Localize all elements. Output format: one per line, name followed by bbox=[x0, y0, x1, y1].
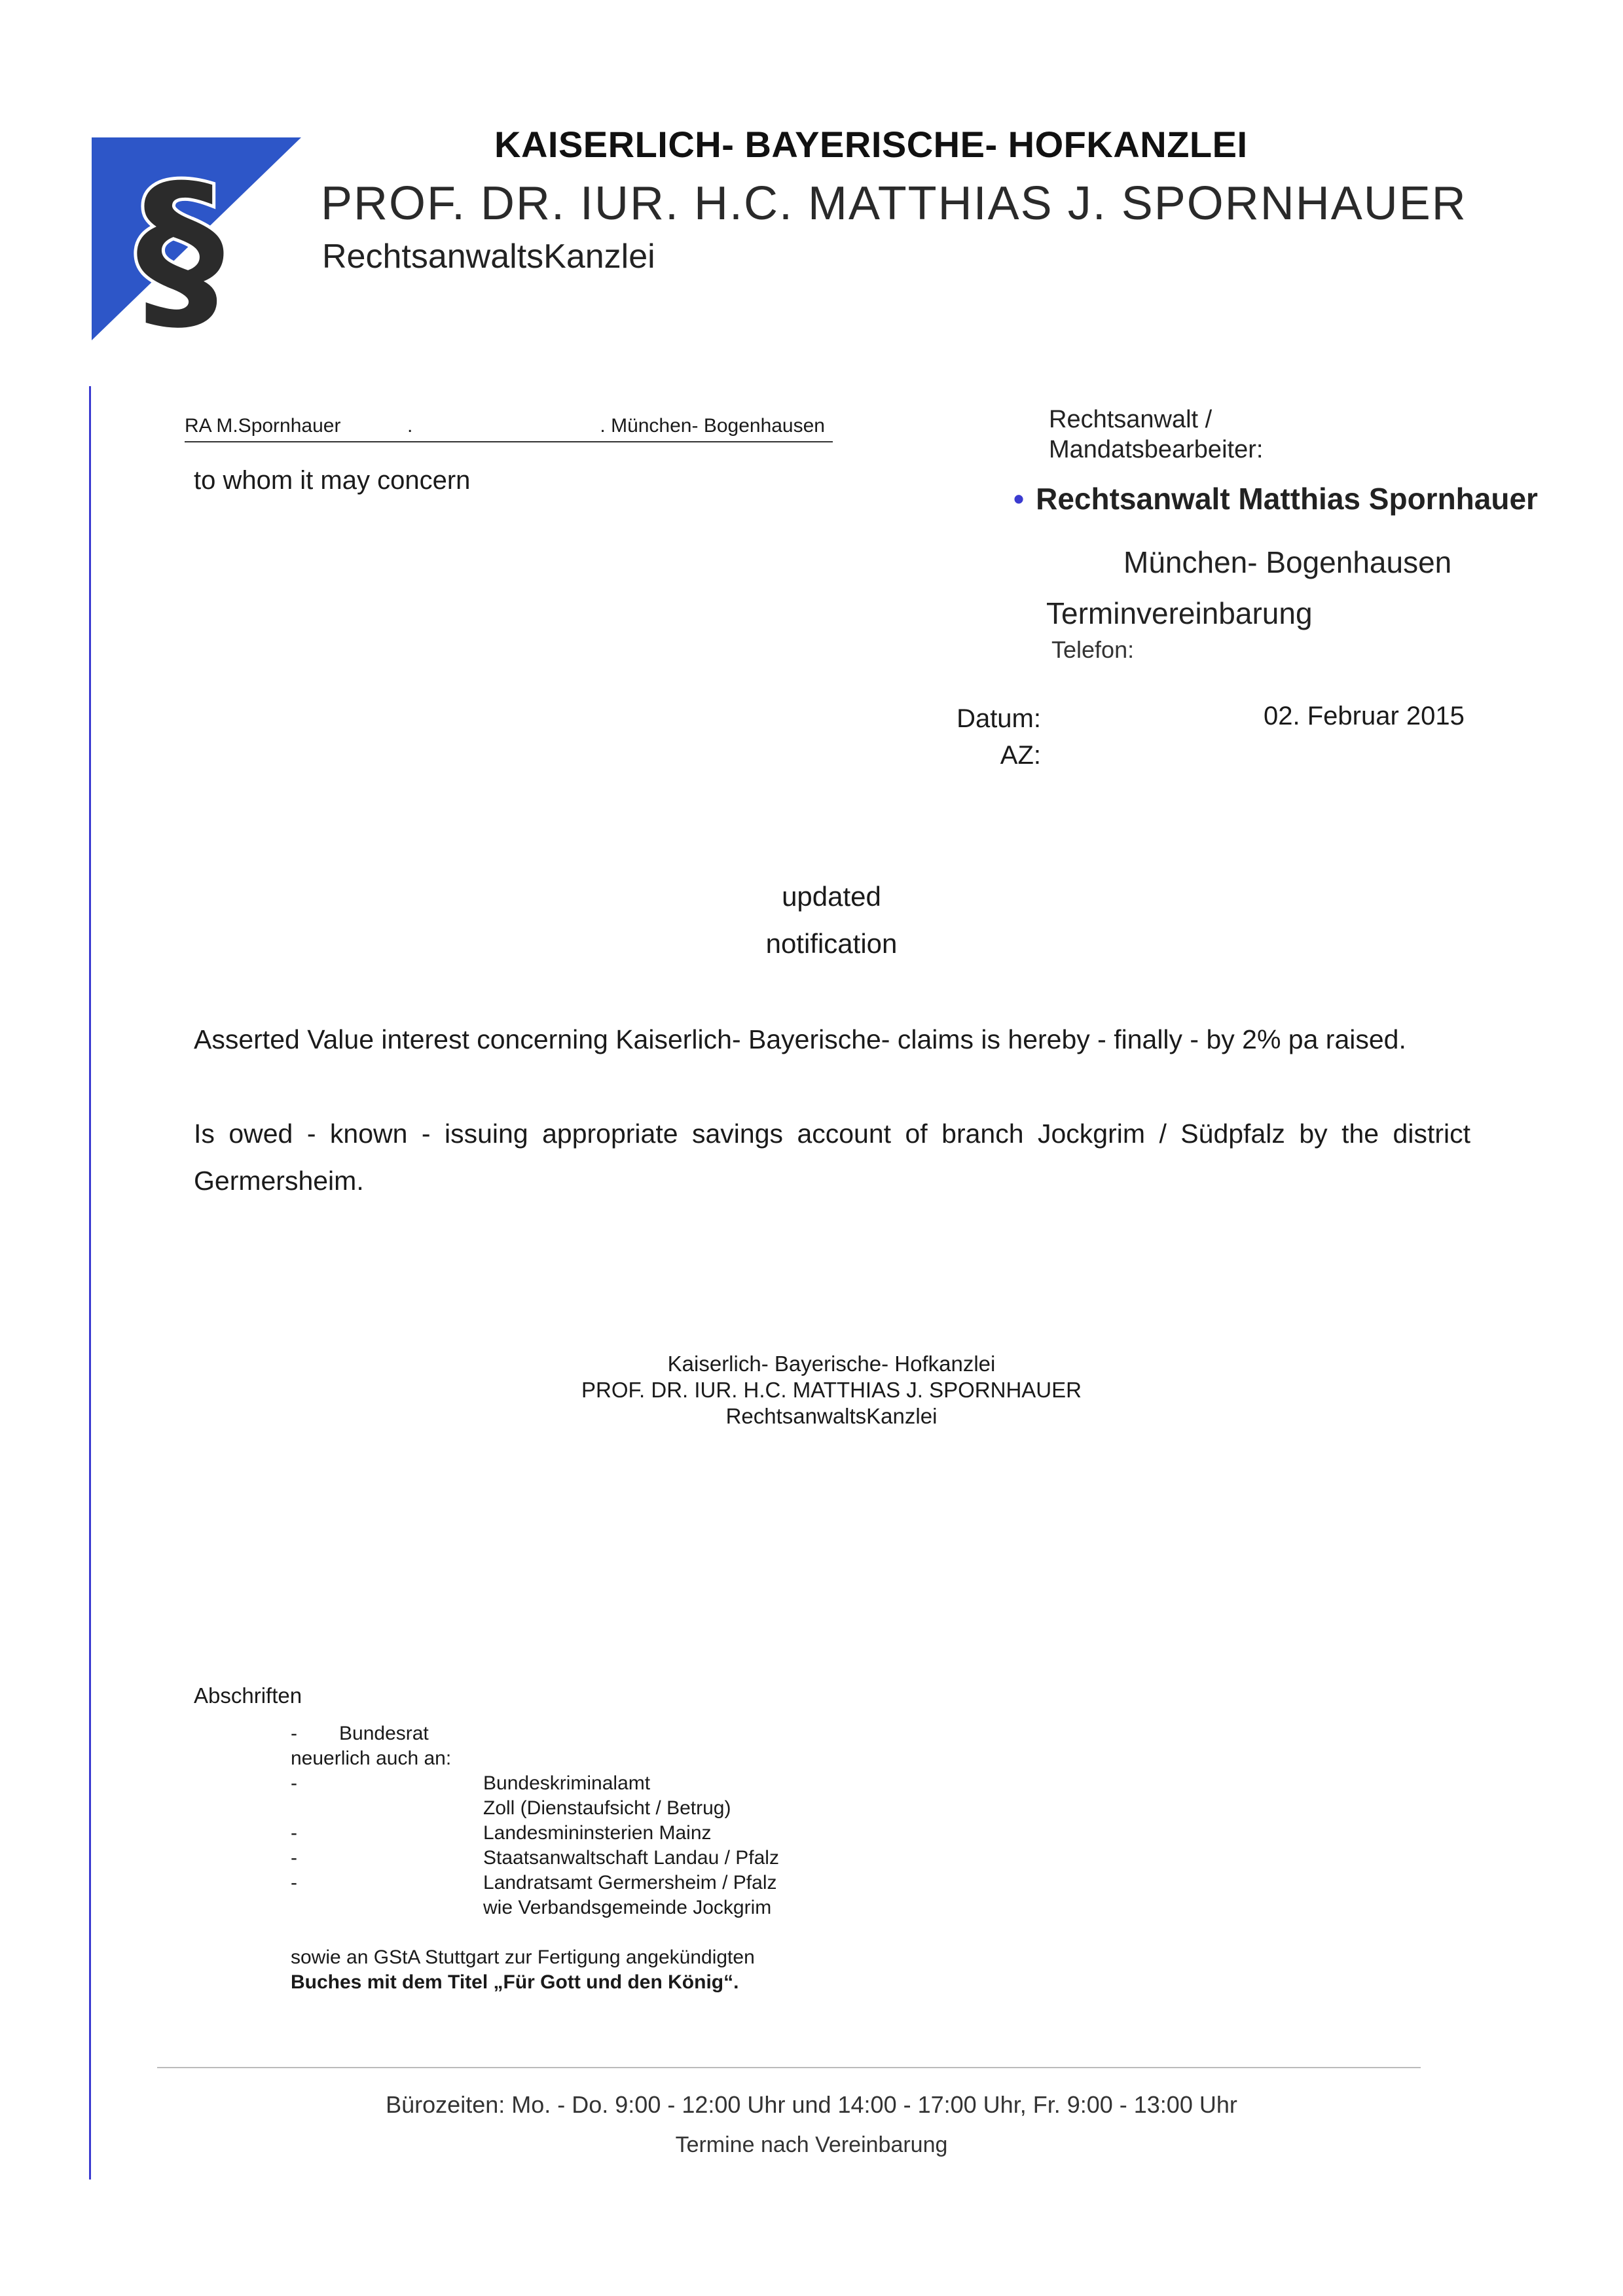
signature-line-2: PROF. DR. IUR. H.C. MATTHIAS J. SPORNHAUER bbox=[581, 1378, 1082, 1402]
contact-appointment: Terminvereinbarung bbox=[1046, 596, 1313, 630]
firm-name: PROF. DR. IUR. H.C. MATTHIAS J. SPORNHAUER bbox=[321, 177, 1467, 230]
copies-item: Staatsanwaltschaft Landau / Pfalz bbox=[483, 1847, 779, 1869]
copies-first: Bundesrat bbox=[339, 1723, 429, 1744]
sender-location: . München- Bogenhausen bbox=[600, 415, 825, 437]
contact-city: München- Bogenhausen bbox=[1123, 545, 1452, 579]
recipient: to whom it may concern bbox=[194, 466, 471, 495]
copies-item: wie Verbandsgemeinde Jockgrim bbox=[483, 1897, 772, 1918]
firm-title: KAISERLICH- BAYERISCHE- HOFKANZLEI bbox=[494, 124, 1248, 165]
subject-line-1: updated bbox=[782, 881, 881, 912]
svg-text:§: § bbox=[136, 147, 225, 340]
copies-dash: - bbox=[291, 1822, 297, 1844]
contact-label-2: Mandatsbearbeiter: bbox=[1049, 436, 1264, 463]
signature-line-3: RechtsanwaltsKanzlei bbox=[725, 1404, 938, 1428]
copies-item: Bundeskriminalamt bbox=[483, 1772, 651, 1794]
copies-dash: - bbox=[291, 1847, 297, 1869]
copies-also: neuerlich auch an: bbox=[291, 1748, 452, 1769]
footer-office-hours: Bürozeiten: Mo. - Do. 9:00 - 12:00 Uhr und 14:00 - 17:00 Uhr, Fr. 9:00 - 13:00 Uhr bbox=[386, 2091, 1237, 2118]
copies-dash: - bbox=[291, 1872, 297, 1893]
firm-subtitle: RechtsanwaltsKanzlei bbox=[322, 238, 655, 276]
bullet-icon: • bbox=[1013, 482, 1025, 516]
date-value: 02. Februar 2015 bbox=[1264, 702, 1465, 730]
copies-item: Zoll (Dienstaufsicht / Betrug) bbox=[483, 1797, 731, 1819]
sender-line bbox=[185, 408, 833, 442]
copies-dash: - bbox=[291, 1772, 297, 1794]
subject-line-2: notification bbox=[765, 928, 898, 959]
signature-line-1: Kaiserlich- Bayerische- Hofkanzlei bbox=[667, 1352, 996, 1376]
date-label: Datum: bbox=[957, 704, 1041, 733]
contact-phone-label: Telefon: bbox=[1051, 636, 1135, 663]
copies-dash: - bbox=[291, 1723, 297, 1744]
contact-lawyer bbox=[1013, 481, 1538, 516]
copies-final-2: Buches mit dem Titel „Für Gott und den König“. bbox=[291, 1971, 739, 1993]
left-margin-rule bbox=[89, 386, 91, 2179]
copies-item: Landratsamt Germersheim / Pfalz bbox=[483, 1872, 777, 1893]
footer-divider bbox=[157, 2067, 1421, 2068]
body-paragraph-2: Is owed - known - issuing appropriate savings account of branch Jockgrim / Südpfalz by the district Germersheim. bbox=[194, 1119, 1470, 1196]
copies-item: Landesmininsterien Mainz bbox=[483, 1822, 712, 1844]
body-paragraph-1: Asserted Value interest concerning Kaiserlich- Bayerische- claims is hereby - finally - by 2% pa raised. bbox=[194, 1024, 1406, 1054]
copies-final-1: sowie an GStA Stuttgart zur Fertigung angekündigten bbox=[291, 1946, 755, 1968]
sender-name: RA M.Spornhauer bbox=[185, 415, 341, 437]
copies-heading: Abschriften bbox=[194, 1683, 302, 1708]
footer-appointments: Termine nach Vereinbarung bbox=[675, 2132, 948, 2157]
contact-label-1: Rechtsanwalt / bbox=[1049, 406, 1213, 433]
sender-separator: . bbox=[407, 415, 413, 437]
reference-label: AZ: bbox=[1000, 741, 1041, 770]
lawyer-name: Rechtsanwalt Matthias Spornhauer bbox=[1036, 482, 1538, 516]
section-sign-logo bbox=[92, 137, 301, 340]
